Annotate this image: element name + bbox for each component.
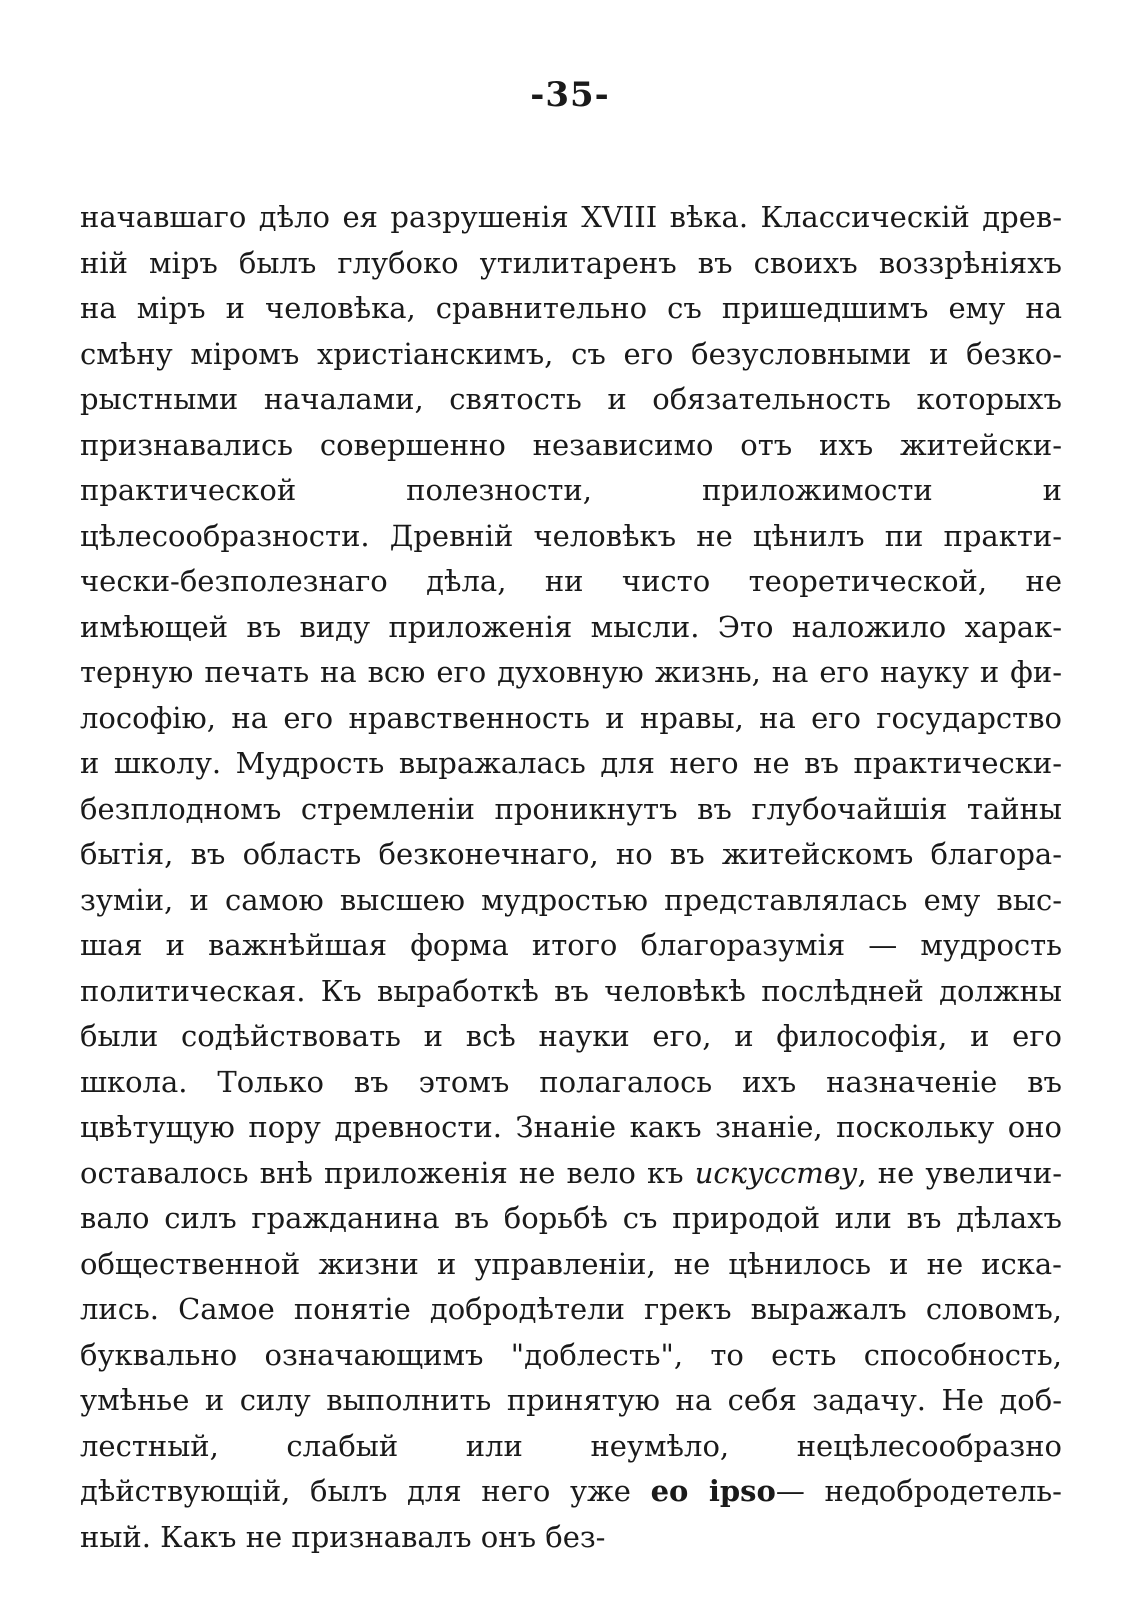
bold-phrase: eo ipso: [650, 1474, 776, 1508]
text-line: лись. Самое понятіе добродѣтели грекъ выражалъ словомъ,: [80, 1292, 1062, 1326]
text-line: и школу. Мудрость выражалась для него не въ практически-: [80, 746, 1062, 780]
text-line: цѣлесообразности. Древній человѣкъ не цѣнилъ пи практи-: [80, 518, 1062, 553]
text-line: общественной жизни и управленіи, не цѣнилось и не иска-: [80, 1246, 1062, 1281]
text-line: терную печать на всю его духовную жизнь, на его науку и фи-: [80, 655, 1062, 689]
text-line: имѣющей въ виду приложенія мысли. Это наложило харак-: [80, 609, 1062, 644]
text-line: цвѣтущую пору древности. Знаніе какъ знаніе, поскольку оно: [80, 1110, 1062, 1144]
text-line: безплодномъ стремленіи проникнутъ въ глубочайшія тайны: [80, 791, 1062, 826]
text-line: бытія, въ область безконечнаго, но въ житейскомъ благора-: [80, 837, 1062, 871]
text-line: [80, 1151, 1062, 1197]
text-line: буквально означающимъ "доблесть", то есть способность,: [80, 1337, 1062, 1372]
text-segment: оставалось внѣ приложенія не вело къ: [80, 1155, 695, 1190]
italic-word: искусству: [694, 1155, 858, 1190]
text-line: чески-безполезнаго дѣла, ни чисто теоретической, не: [80, 564, 1062, 598]
text-line: шая и важнѣйшая форма итого благоразумія — мудрость: [80, 928, 1062, 962]
text-line: школа. Только въ этомъ полагалось ихъ назначеніе въ: [80, 1064, 1062, 1099]
page-number: -35-: [530, 75, 610, 115]
text-line: практической полезности, приложимости и: [80, 473, 1062, 507]
body-text: [80, 195, 1062, 1560]
text-line: были содѣйствовать и всѣ науки его, и философія, и его: [80, 1019, 1062, 1053]
text-line: признавались совершенно независимо отъ ихъ житейски-: [80, 427, 1062, 462]
text-line: [80, 1469, 1062, 1515]
text-line: на міръ и человѣка, сравнительно съ пришедшимъ ему на: [80, 291, 1062, 325]
text-segment: — недобродетель-: [775, 1474, 1062, 1508]
text-line: начавшаго дѣло ея разрушенія XVIII вѣка. Классическій древ-: [80, 200, 1062, 234]
text-line: рыстными началами, святость и обязательность которыхъ: [80, 382, 1062, 416]
text-line: ній міръ былъ глубоко утилитаренъ въ своихъ воззрѣніяхъ: [80, 245, 1062, 280]
text-line: зуміи, и самою высшею мудростью представлялась ему выс-: [80, 882, 1062, 917]
text-line: лософію, на его нравственность и нравы, на его государство: [80, 700, 1062, 735]
text-line: смѣну міромъ христіанскимъ, съ его безусловными и безко-: [80, 336, 1062, 371]
text-segment: дѣйствующій, былъ для него уже: [80, 1474, 651, 1508]
text-line-last: ный. Какъ не признавалъ онъ без-: [80, 1519, 606, 1554]
text-line: умѣнье и силу выполнить принятую на себя задачу. Не доб-: [80, 1383, 1062, 1417]
text-line: политическая. Къ выработкѣ въ человѣкѣ послѣдней должны: [80, 973, 1062, 1008]
text-segment: , не увеличи-: [857, 1155, 1063, 1190]
text-line: вало силъ гражданина въ борьбѣ съ природой или въ дѣлахъ: [80, 1201, 1062, 1235]
text-line: лестный, слабый или неумѣло, нецѣлесообразно: [80, 1428, 1062, 1463]
